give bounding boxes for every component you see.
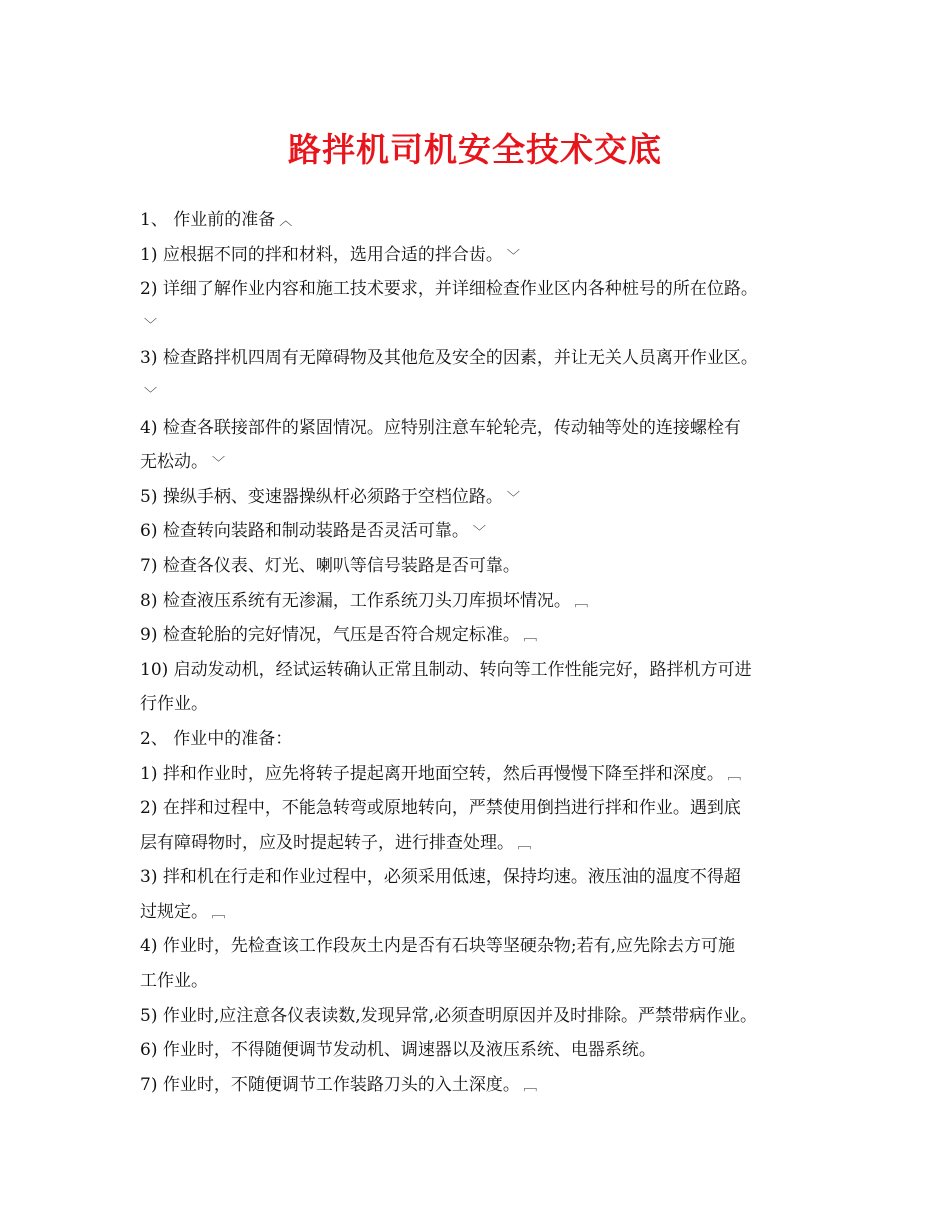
line-end-mark: ﹇ <box>727 767 741 783</box>
body-line <box>140 341 830 376</box>
line-text: 3) 拌和机在行走和作业过程中，必须采用低速，保持均速。液压油的温度不得超 <box>140 867 741 888</box>
line-text: 8) 检查液压系统有无渗漏，工作系统刀头刀库损坏情况。 <box>140 590 571 611</box>
line-text: 7) 作业时，不随便调节工作装路刀头的入土深度。 <box>140 1074 520 1095</box>
line-text: 无松动。 <box>140 452 208 473</box>
body-line <box>140 1068 830 1103</box>
body-line <box>140 445 830 480</box>
line-end-mark: ﹀ <box>212 456 226 472</box>
line-text: 行作业。 <box>140 694 208 715</box>
body-line <box>140 929 830 964</box>
document-title: 路拌机司机安全技术交底 <box>288 130 662 169</box>
body-line <box>140 238 830 273</box>
body-line <box>140 895 830 930</box>
body-line <box>140 964 830 999</box>
body-line <box>140 860 830 895</box>
body-line <box>140 722 830 757</box>
body-line <box>140 653 830 688</box>
line-end-mark: ﹀ <box>472 525 486 541</box>
body-line <box>140 549 830 584</box>
line-text: 3) 检查路拌机四周有无障碍物及其他危及安全的因素，并让无关人员离开作业区。 <box>140 348 758 369</box>
line-text: 6) 检查转向装路和制动装路是否灵活可靠。 <box>140 521 469 542</box>
line-end-mark: ﹀ <box>144 317 158 333</box>
line-text: 6) 作业时，不得随便调节发动机、调速器以及液压系统、电器系统。 <box>140 1040 656 1061</box>
line-text: 2、 作业中的准备： <box>140 728 293 749</box>
line-text: 5) 作业时,应注意各仪表读数,发现异常,必须查明原因并及时排除。严禁带病作业。 <box>140 1005 758 1026</box>
line-end-mark: ﹇ <box>523 1078 537 1094</box>
line-text: 过规定。 <box>140 901 208 922</box>
body-line <box>140 376 830 411</box>
line-end-mark: ﹇ <box>212 905 226 921</box>
line-end-mark: ︿ <box>279 214 293 229</box>
line-text: 4) 作业时，先检查该工作段灰土内是否有石块等坚硬杂物;若有,应先除去方可施 <box>140 936 735 957</box>
line-end-mark: ﹇ <box>518 836 532 852</box>
body-line <box>140 480 830 515</box>
document-body <box>140 203 830 1102</box>
body-line <box>140 203 830 238</box>
body-line <box>140 272 830 307</box>
line-text: 7) 检查各仪表、灯光、喇叭等信号装路是否可靠。 <box>140 555 520 576</box>
body-line <box>140 584 830 619</box>
line-text: 2) 详细了解作业内容和施工技术要求，并详细检查作业区内各种桩号的所在位路。 <box>140 279 758 300</box>
line-text: 1) 拌和作业时，应先将转子提起离开地面空转，然后再慢慢下降至拌和深度。 <box>140 763 724 784</box>
body-line <box>140 791 830 826</box>
line-end-mark: ﹀ <box>506 248 520 264</box>
line-text: 10) 启动发动机，经试运转确认正常且制动、转向等工作性能完好，路拌机方可进 <box>140 659 752 680</box>
body-line <box>140 826 830 861</box>
line-text: 工作业。 <box>140 971 208 992</box>
line-end-mark: ﹇ <box>574 594 588 610</box>
body-line <box>140 307 830 342</box>
body-line <box>140 618 830 653</box>
line-text: 1) 应根据不同的拌和材料，选用合适的拌合齿。 <box>140 244 503 265</box>
body-line <box>140 687 830 722</box>
line-text: 9) 检查轮胎的完好情况，气压是否符合规定标准。 <box>140 625 520 646</box>
body-line <box>140 514 830 549</box>
body-line <box>140 999 830 1034</box>
body-line <box>140 757 830 792</box>
body-line <box>140 1033 830 1068</box>
line-text: 层有障碍物时，应及时提起转子，进行排查处理。 <box>140 832 514 853</box>
line-text: 4) 检查各联接部件的紧固情况。应特别注意车轮轮壳，传动轴等处的连接螺栓有 <box>140 417 741 438</box>
line-end-mark: ﹀ <box>506 490 520 506</box>
line-end-mark: ﹇ <box>523 629 537 645</box>
line-text: 2) 在拌和过程中，不能急转弯或原地转向，严禁使用倒挡进行拌和作业。遇到底 <box>140 798 741 819</box>
line-end-mark: ﹀ <box>144 386 158 402</box>
body-line <box>140 411 830 446</box>
line-text: 1、 作业前的准备 <box>140 210 276 230</box>
line-text: 5) 操纵手柄、变速器操纵杆必须路于空档位路。 <box>140 486 503 507</box>
